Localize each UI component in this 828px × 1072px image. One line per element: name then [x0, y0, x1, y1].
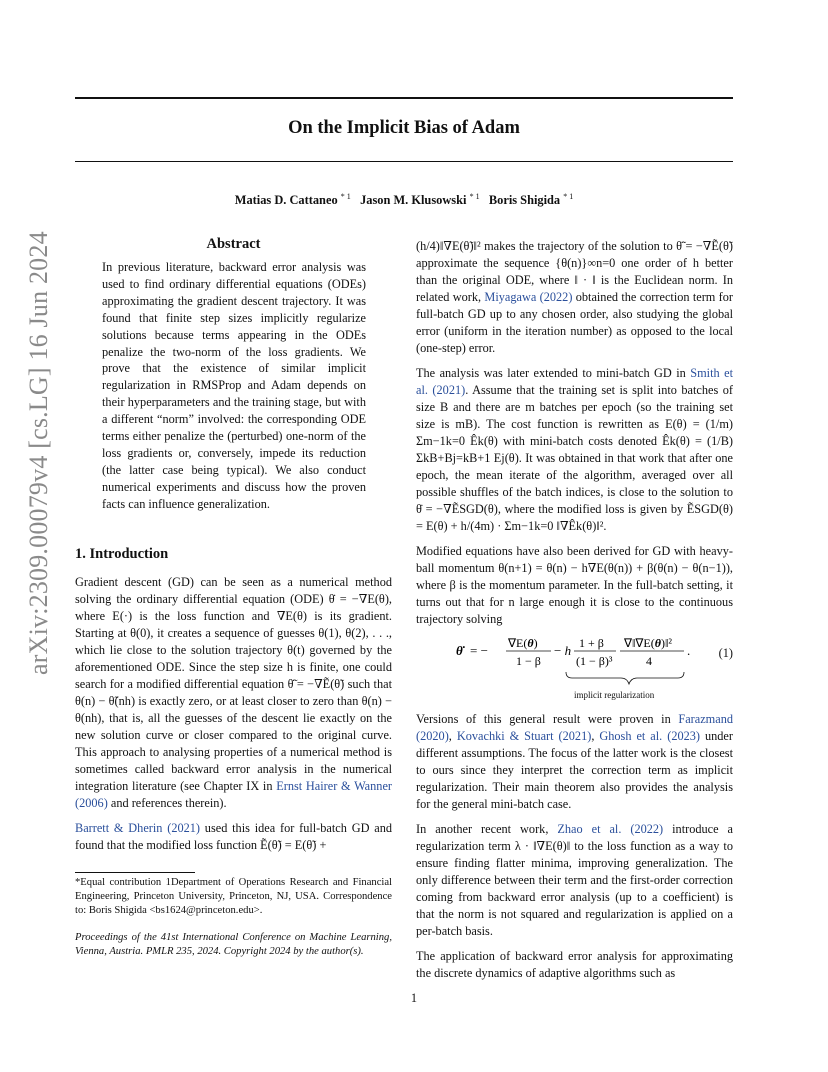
svg-text:.: .	[687, 643, 691, 658]
proceedings-note: Proceedings of the 41st International Conference on Machine Learning, Vienna, Austria. PMLR 235, 2024. Copyright 2024 by the author(s).	[75, 932, 392, 957]
equation-graphic	[416, 622, 716, 692]
author-list	[75, 192, 733, 208]
author-affil: * 1	[469, 192, 480, 201]
intro-paragraph: Gradient descent (GD) can be seen as a numerical method solving the ordinary differential equation (ODE) θ̇ = −∇E(θ), where E(·) is the loss function and ∇E(θ) is its gradient. Starting at θ(0), it creates a sequence of guesses θ(1), θ(2), . . ., which lie close to the solution trajectory θ(t) governed by the aforementioned ODE. Since the step size h is finite, one could search for a modified differential equation θ̃̇ = −∇Ẽ(θ̃) such that θ(n) − θ̃(nh) is exactly zero, or at least closer to zero than θ(n) − θ(nh), that is, all the guesses of the descent lie exactly on the new solution curve or closer compared to the original curve. This approach to analysing properties of a numerical method is sometimes called backward error analysis in the numerical integration literature (see Chapter IX in Ernst Hairer & Wanner (2006) and references therein).	[75, 575, 392, 810]
author-name: Matias D. Cattaneo	[234, 193, 338, 208]
footnote: *Equal contribution 1Department of Operations Research and Financial Engineering, Princeton University, Princeton, NJ, USA. Correspondence to: Boris Shigida <bs1624@princeton.edu>.	[75, 877, 392, 916]
intro-paragraph: (h/4)‖∇E(θ̃)‖² makes the trajectory of the solution to θ̃̇ = −∇Ẽ(θ̃) approximate the sequence {θ(n)}∞n=0 one order of h better than the original ODE, where ‖ · ‖ is the Euclidean norm. In related work, Miyagawa (2022) obtained the correction term for full-batch GD up to any chosen order, also studying the global error (uniform in the iteration number) as opposed to the local (one-step) error.	[416, 239, 734, 355]
section-heading: 1. Introduction	[75, 546, 169, 562]
svg-text:1 − β: 1 − β	[516, 654, 541, 668]
page-number: 1	[410, 991, 418, 1005]
intro-paragraph: The analysis was later extended to mini-batch GD in Smith et al. (2021). Assume that the training set is split into batches of size B and there are m batches per epoch (so the training set size is mB). The cost function is rewritten as E(θ) = (1/m) Σm−1k=0 Êk(θ) with mini-batch costs denoted Êk(θ) = (1/B) ΣkB+Bj=kB+1 Ej(θ). It was obtained in that work that after one epoch, the mean iterate of the algorithm, averaged over all possible shuffles of the batch indices, is close to the solution to θ̇ = −∇ẼSGD(θ), where the modified loss is given by ẼSGD(θ) = E(θ) + h/(4m) · Σm−1k=0 ‖∇Êk(θ)‖².	[416, 366, 733, 533]
citation-link[interactable]: Zhao et al. (2022)	[557, 822, 664, 836]
equation-brace-label: implicit regularization	[574, 690, 655, 700]
citation-link[interactable]: Ghosh et al. (2023)	[599, 729, 701, 743]
intro-right-column-lower	[416, 711, 733, 982]
intro-paragraph: The application of backward error analysis for approximating the discrete dynamics of adaptive algorithms such as	[416, 949, 733, 980]
intro-left-column	[75, 574, 392, 854]
arxiv-stamp: arXiv:2309.00079v4 [cs.LG] 16 Jun 2024	[24, 231, 53, 675]
author-name: Boris Shigida	[488, 193, 561, 208]
svg-text:1 + β: 1 + β	[579, 636, 604, 650]
citation-link[interactable]: Kovachki & Stuart (2021)	[456, 729, 592, 743]
author-affil: * 1	[563, 192, 574, 201]
equation-number: (1)	[718, 646, 733, 660]
intro-paragraph: In another recent work, Zhao et al. (2022) introduce a regularization term λ · ‖∇E(θ)‖ to the loss function as a way to ensure finding flatter minima, improving generalization. The only difference between their term and the first-order correction coming from backward error analysis (up to a coefficient) is that the norm is not squared and regularization is applied on a per-batch basis.	[416, 822, 733, 938]
title-rule	[75, 161, 733, 162]
intro-paragraph: Barrett & Dherin (2021) used this idea for full-batch GD and found that the modified loss function Ẽ(θ̃) = E(θ̃) +	[75, 821, 392, 852]
citation-link[interactable]: Barrett & Dherin (2021)	[75, 821, 201, 835]
author-name: Jason M. Klusowski	[360, 193, 467, 208]
equation-1	[416, 622, 733, 702]
citation-link[interactable]: Farazmand (2020)	[416, 712, 733, 743]
svg-text:∇‖∇E(θ)‖²: ∇‖∇E(θ)‖²	[624, 636, 672, 650]
citation-link[interactable]: Smith et al. (2021)	[416, 366, 733, 397]
svg-text:(1 − β)³: (1 − β)³	[576, 654, 613, 668]
intro-right-column	[416, 238, 733, 628]
svg-text:− h: − h	[554, 643, 572, 658]
abstract-heading: Abstract	[206, 236, 261, 252]
intro-paragraph: Versions of this general result were proven in Farazmand (2020), Kovachki & Stuart (2021), Ghosh et al. (2023) under different assumptions. The focus of the latter work is the closest to ours since they interpret the correction term as implicit regularization. Their main theorem also provides the analysis for the general mini-batch case.	[416, 712, 733, 811]
svg-text:= −: = −	[470, 643, 488, 658]
svg-text:∇E(θ): ∇E(θ)	[508, 636, 538, 650]
abstract-text: In previous literature, backward error analysis was used to find ordinary differential equations (ODEs) approximating the gradient descent trajectory. It was found that finite step sizes implicitly regularize solutions because terms appearing in the ODEs penalize the two-norm of the loss gradients. We prove that the existence of similar implicit regularization in RMSProp and Adam depends on their hyperparameters and the training stage, but with a different “norm” involved: the corresponding ODE terms either penalize the (perturbed) one-norm of the loss gradients or, conversely, impede its reduction (the latter case being typical). We also conduct numerical experiments and discuss how the proven facts can influence generalization.	[102, 260, 366, 511]
svg-text:θ̇: θ̇	[456, 643, 463, 658]
citation-link[interactable]: Ernst Hairer & Wanner (2006)	[75, 779, 392, 810]
paper-title: On the Implicit Bias of Adam	[288, 118, 520, 138]
svg-text:4: 4	[646, 654, 652, 668]
top-rule	[75, 97, 733, 99]
author-affil: * 1	[340, 192, 351, 201]
intro-paragraph: Modified equations have also been derived for GD with heavy-ball momentum θ(n+1) = θ(n) − h∇E(θ(n)) + β(θ(n) − θ(n−1)), where β is the momentum parameter. In the full-batch setting, it turns out that for n large enough it is close to the continuous trajectory solving	[416, 544, 733, 626]
citation-link[interactable]: Miyagawa (2022)	[484, 290, 573, 304]
footnote-rule	[75, 872, 195, 873]
